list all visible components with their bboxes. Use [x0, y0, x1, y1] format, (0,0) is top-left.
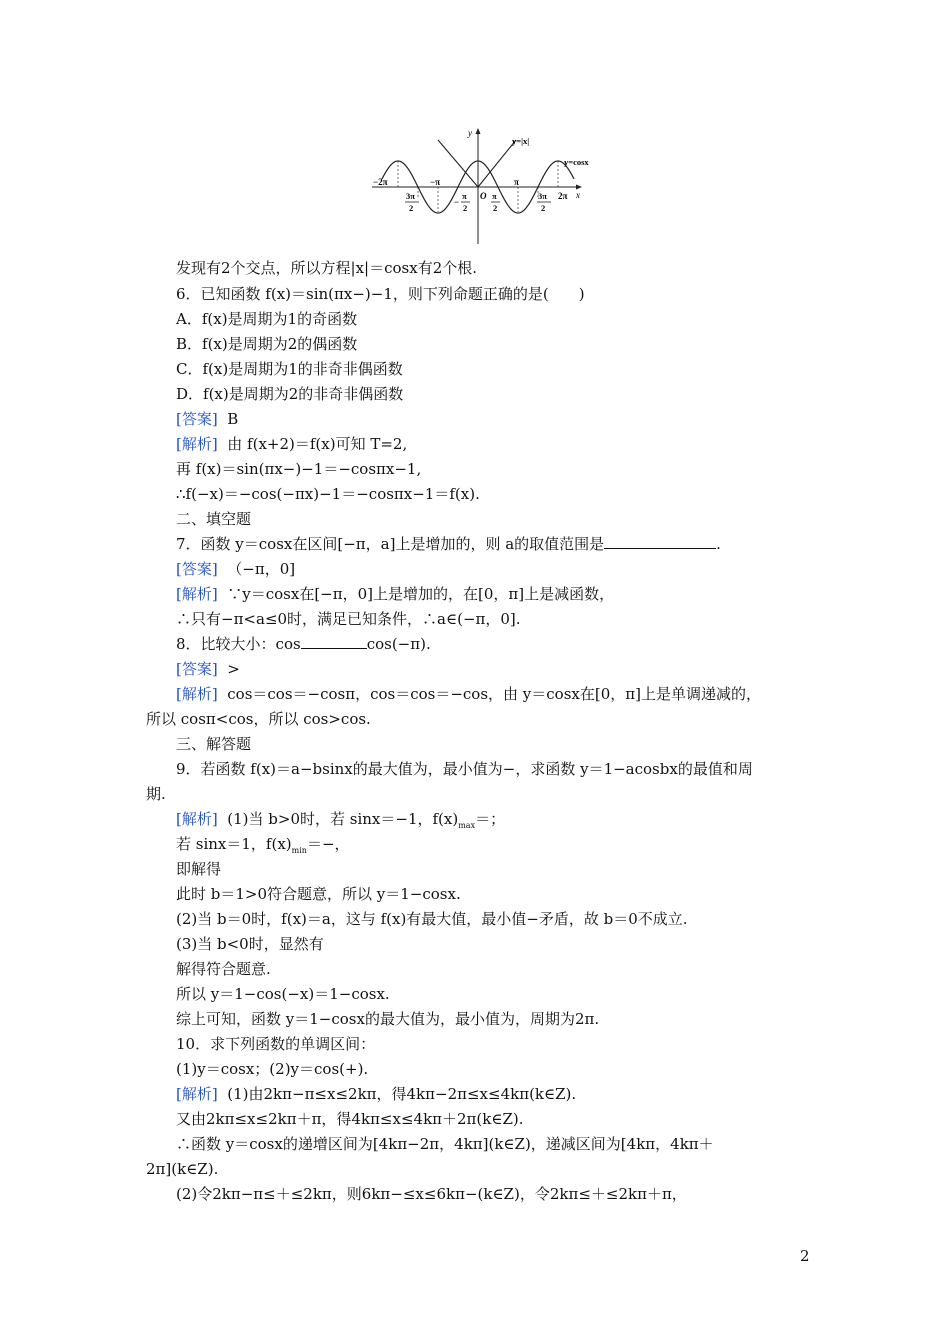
question-8: [176, 634, 431, 654]
analysis-8-line1: [176, 684, 761, 704]
answer-tag: [答案]: [176, 560, 218, 578]
analysis-6-text: 由 f(x+2)＝f(x)可知 T=2,: [227, 435, 408, 453]
option-c: C．f(x)是周期为1的非奇非偶函数: [176, 360, 403, 378]
analysis-7-line2: ∴只有−π<a≤0时，满足已知条件，∴a∈(−π，0].: [176, 610, 521, 628]
analysis-9-line6: (3)当 b<0时，显然有: [176, 935, 324, 953]
analysis-9-line7: 解得符合题意.: [176, 960, 271, 978]
x-axis-arrow: [576, 185, 582, 190]
analysis-9-line5: (2)当 b＝0时，f(x)＝a，这与 f(x)有最大值，最小值−矛盾，故 b＝0不成立.: [176, 910, 688, 928]
answer-8: [176, 659, 240, 679]
analysis-10-line2: 又由2kπ≤x≤2kπ＋π，得4kπ≤x≤4kπ＋2π(k∈Z).: [176, 1110, 524, 1128]
frac-negpi2-sign: −: [454, 197, 460, 207]
tick-pi: π: [514, 177, 519, 187]
frac-3pi2-den: 2: [541, 203, 546, 213]
cos-abs-graph: [368, 126, 614, 246]
blank-7: [604, 534, 716, 549]
option-d: D．f(x)是周期为2的非奇非偶函数: [176, 385, 404, 403]
analysis-tag: [解析]: [176, 585, 218, 603]
analysis-tag: [解析]: [176, 435, 218, 453]
label-x-axis: x: [576, 190, 580, 200]
question-7-text: 7．函数 y＝cosx在区间[−π，a]上是增加的，则 a的取值范围是: [176, 535, 605, 553]
option-b: B．f(x)是周期为2的偶函数: [176, 335, 358, 353]
subscript-min: min: [291, 846, 307, 855]
analysis-9-line2: [176, 834, 350, 861]
frac-pi2-den: 2: [493, 203, 498, 213]
question-7: 7．函数 y＝cosx在区间[−π，a]上是增加的，则 a的取值范围是 .: [176, 535, 721, 553]
question-6: 6．已知函数 f(x)＝sin(πx−)−1，则下列命题正确的是( ): [176, 285, 585, 303]
question-10: 10．求下列函数的单调区间：: [176, 1035, 376, 1053]
question-9-line2: 期.: [146, 785, 166, 803]
frac-negpi2-num: π: [462, 191, 467, 201]
frac-negpi2-den: 2: [463, 203, 468, 213]
answer-tag: [答案]: [176, 660, 218, 678]
analysis-9-line3: 即解得: [176, 860, 222, 878]
analysis-9-line1: [176, 809, 505, 836]
analysis-7-text: ∵y＝cosx在[−π，0]上是增加的，在[0，π]上是减函数，: [227, 585, 615, 603]
tick-neg2pi: −2π: [373, 177, 388, 187]
answer-7: [176, 559, 295, 579]
analysis-7-line1: [176, 584, 614, 604]
analysis-9-line2-text: 若 sinx＝1，f(x): [176, 835, 292, 853]
analysis-9-line4: 此时 b＝1>0符合题意，所以 y＝1−cosx.: [176, 885, 461, 903]
question-9-line1: 9．若函数 f(x)＝a−bsinx的最大值为，最小值为−，求函数 y＝1−acosbx的最值和周: [176, 760, 753, 778]
analysis-8-text: cos＝cos＝−cosπ，cos＝cos＝−cos，由 y＝cosx在[0，π]上是单调递减的，: [227, 685, 761, 703]
label-origin: O: [480, 191, 487, 201]
answer-tag: [答案]: [176, 410, 218, 428]
answer-6-value: B: [227, 410, 239, 428]
frac-pi2-num: π: [492, 191, 497, 201]
analysis-tag: [解析]: [176, 810, 218, 828]
tick-2pi: 2π: [558, 191, 568, 201]
label-abs: y=|x|: [512, 136, 530, 146]
frac-neg3pi2-num: 3π: [406, 191, 415, 201]
answer-7-value: （−π，0]: [227, 560, 296, 578]
analysis-10-line4: 2π](k∈Z).: [146, 1160, 219, 1178]
analysis-9-tail: ＝；: [475, 810, 506, 828]
page-number: 2: [800, 1247, 810, 1265]
frac-3pi2-num: 3π: [538, 191, 547, 201]
analysis-tag: [解析]: [176, 1085, 218, 1103]
analysis-6-line2: 再 f(x)＝sin(πx−)−1＝−cosπx−1,: [176, 460, 422, 478]
analysis-10-line5: (2)令2kπ−π≤＋≤2kπ，则6kπ−≤x≤6kπ−(k∈Z)，令2kπ≤＋≤2kπ＋π，: [176, 1185, 687, 1203]
analysis-tag: [解析]: [176, 685, 218, 703]
question-8-text: 8．比较大小：cos: [176, 635, 301, 653]
analysis-6-line1: [176, 434, 407, 454]
tick-negpi: −π: [430, 177, 441, 187]
analysis-10-line1: [176, 1084, 576, 1104]
analysis-9-text: (1)当 b>0时，若 sinx＝−1，f(x): [227, 810, 459, 828]
frac-neg3pi2-den: 2: [409, 203, 414, 213]
analysis-9-line2-tail: ＝−，: [306, 835, 350, 853]
analysis-6-line3: ∴f(−x)＝−cos(−πx)−1＝−cosπx−1＝f(x).: [176, 485, 480, 503]
label-cos: y=cosx: [564, 157, 589, 167]
analysis-10-text: (1)由2kπ−π≤x≤2kπ，得4kπ−2π≤x≤4kπ(k∈Z).: [227, 1085, 577, 1103]
analysis-9-line8: 所以 y＝1−cos(−x)＝1−cosx.: [176, 985, 390, 1003]
y-axis-arrow: [476, 128, 481, 134]
answer-8-value: >: [227, 660, 240, 678]
analysis-10-line3: ∴函数 y＝cosx的递增区间为[4kπ−2π，4kπ](k∈Z)，递减区间为[4kπ，4kπ＋: [176, 1135, 714, 1153]
analysis-9-line9: 综上可知，函数 y＝1−cosx的最大值为，最小值为，周期为2π.: [176, 1010, 600, 1028]
section-fill-blank: 二、填空题: [176, 510, 252, 528]
subscript-max: max: [458, 821, 476, 830]
question-8-tail: cos(−π).: [366, 635, 431, 653]
line-intersections: 发现有2个交点，所以方程|x|＝cosx有2个根.: [176, 259, 478, 277]
section-solve: 三、解答题: [176, 735, 252, 753]
analysis-8-line2: 所以 cosπ<cos，所以 cos>cos.: [146, 710, 371, 728]
blank-8: [301, 634, 367, 649]
label-y-axis: y: [468, 128, 472, 138]
option-a: A．f(x)是周期为1的奇函数: [176, 310, 358, 328]
answer-6: [176, 409, 238, 429]
question-10-parts: (1)y＝cosx；(2)y＝cos(+).: [176, 1060, 369, 1078]
